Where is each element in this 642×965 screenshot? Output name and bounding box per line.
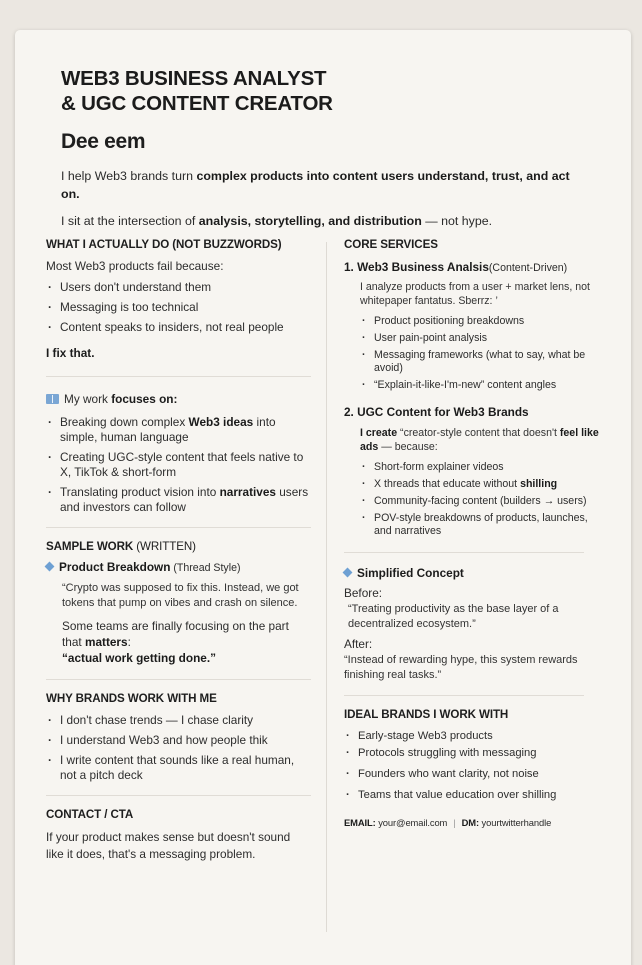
dm-link[interactable]: yourtwitterhandle: [479, 817, 552, 828]
divider: [46, 527, 311, 528]
left-column: [46, 238, 311, 863]
contact-text: If your product makes sense but doesn't sound like it does, that's a messaging problem.: [46, 830, 291, 861]
contact-line: EMAIL: your@email.com | DM: yourtwitterhandle: [344, 817, 552, 828]
service-1-list: [344, 315, 606, 392]
list-item: · Translating product vision into narratives users and investors can follow: [46, 485, 311, 515]
diamond-icon: [45, 562, 55, 572]
list-item: · Protocols struggling with messaging: [344, 746, 606, 761]
service-2-list: [344, 461, 606, 538]
intro-line-2: I sit at the intersection of analysis, storytelling, and distribution — not hype.: [61, 214, 493, 228]
list-item: · Creating UGC-style content that feels native to X, TikTok & short-form: [46, 450, 311, 480]
what-lead: Most Web3 products fail because:: [46, 259, 224, 273]
section-heading-ideal: IDEAL BRANDS I WORK WITH: [344, 708, 509, 721]
service-2-title: 2. UGC Content for Web3 Brands: [344, 405, 529, 419]
column-divider: [326, 242, 327, 932]
list-item: · Product positioning breakdowns: [360, 315, 606, 328]
list-item: · Short-form explainer videos: [360, 461, 606, 474]
sample-quote: “Crypto was supposed to fix this. Instead, we got tokens that pump on vibes and crash on silence.: [62, 582, 299, 609]
after-label: After:: [344, 637, 373, 651]
before-text: “Treating productivity as the base layer of a decentralized ecosystem.”: [348, 603, 559, 630]
what-closing: I fix that.: [46, 346, 95, 360]
list-item: · Early-stage Web3 products: [344, 729, 606, 744]
list-item: · Users don't understand them: [46, 280, 311, 295]
ideal-list: [344, 729, 606, 803]
list-item: · Founders who want clarity, not noise: [344, 767, 606, 782]
sample-line: Some teams are finally focusing on the part that matters:: [62, 619, 289, 649]
what-list: [46, 280, 311, 335]
right-column: [344, 238, 606, 828]
list-item: · I understand Web3 and how people thik: [46, 733, 311, 748]
page-title: WEB3 BUSINESS ANALYST & UGC CONTENT CREATOR: [61, 67, 333, 115]
list-item: · I write content that sounds like a real human, not a pitch deck: [46, 753, 311, 783]
after-text: “Instead of rewarding hype, this system rewards finishing real tasks.”: [344, 654, 578, 681]
sample-closing: “actual work getting done.”: [62, 651, 217, 665]
section-heading-why: WHY BRANDS WORK WITH ME: [46, 692, 217, 705]
list-item: · Breaking down complex Web3 ideas into simple, human language: [46, 415, 311, 445]
divider: [46, 376, 311, 377]
section-heading-core: CORE SERVICES: [344, 238, 438, 251]
sample-subheading: Product Breakdown (Thread Style): [46, 559, 311, 576]
section-heading-sample: SAMPLE WORK (WRITTEN): [46, 540, 196, 553]
list-item: · Content speaks to insiders, not real people: [46, 320, 311, 335]
email-link[interactable]: your@email.com: [375, 817, 448, 828]
before-label: Before:: [344, 586, 383, 600]
list-item: · X threads that educate without shilling: [360, 478, 606, 491]
list-item: · POV-style breakdowns of products, launches, and narratives: [360, 512, 606, 538]
concept-heading: Simplified Concept: [344, 565, 606, 582]
service-1-title: 1. Web3 Business Analsis(Content-Driven): [344, 260, 568, 274]
list-item: · I don't chase trends — I chase clarity: [46, 713, 311, 728]
divider: [344, 695, 584, 696]
why-list: [46, 713, 311, 783]
book-icon: [46, 394, 59, 404]
list-item: · Messaging is too technical: [46, 300, 311, 315]
service-1-desc: I analyze products from a user + market lens, not whitepaper fantatus. Sberrz: ’: [360, 281, 590, 307]
person-name: Dee eem: [61, 130, 146, 153]
list-item: · Community-facing content (builders → users): [360, 495, 606, 508]
list-item: · “Explain-it-like-I'm-new” content angles: [360, 379, 606, 392]
divider: [46, 679, 311, 680]
diamond-icon: [343, 568, 353, 578]
divider: [344, 552, 584, 553]
section-heading-what: WHAT I ACTUALLY DO (NOT BUZZWORDS): [46, 238, 282, 251]
service-2-desc: I create “creator-style content that doesn't feel like ads — because:: [360, 427, 599, 453]
focus-list: [46, 415, 311, 515]
list-item: · Messaging frameworks (what to say, what be avoid): [360, 349, 606, 375]
divider: [46, 795, 311, 796]
intro-line-1: I help Web3 brands turn complex products into content users understand, trust, and act on.: [61, 169, 570, 201]
section-heading-contact: CONTACT / CTA: [46, 808, 134, 821]
two-columns: [46, 238, 616, 938]
list-item: · User pain-point analysis: [360, 332, 606, 345]
focus-heading: My work focuses on:: [46, 391, 311, 408]
list-item: · Teams that value education over shilling: [344, 788, 606, 803]
